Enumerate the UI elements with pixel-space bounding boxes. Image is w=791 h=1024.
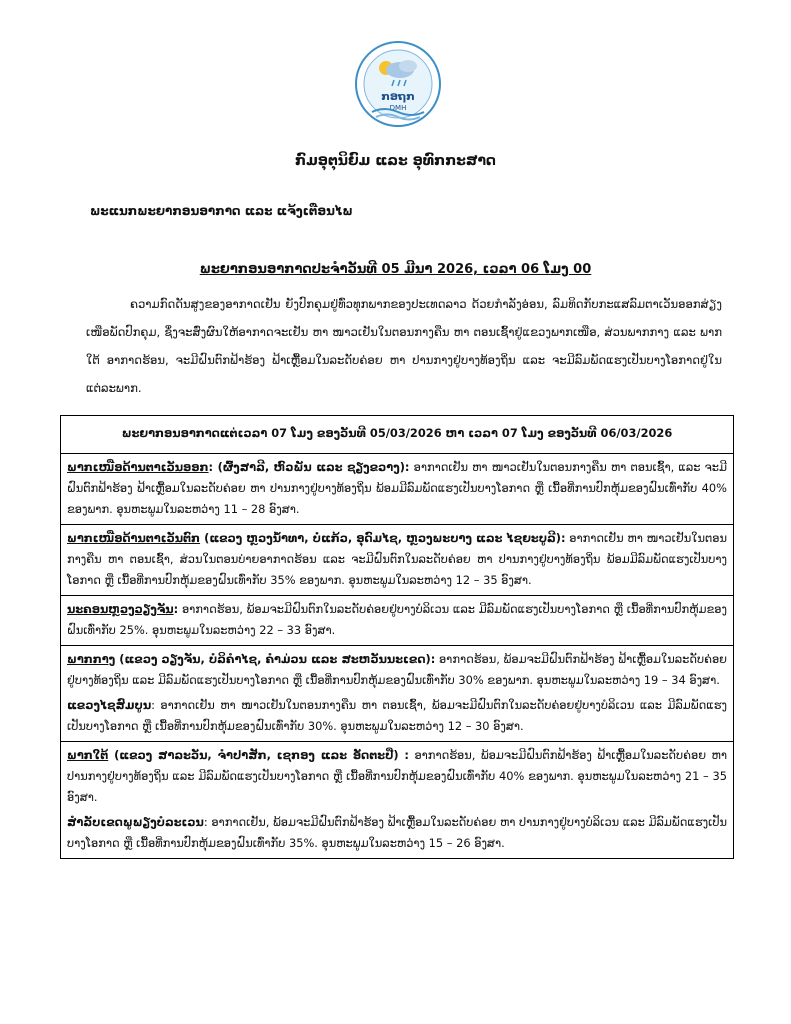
table-header: ພະຍາກອນອາກາດແຕ່ເວລາ 07 ໂມງ ຂອງວັນທີ 05/03/2026 ຫາ ເວລາ 07 ໂມງ ຂອງວັນທີ 06/03/2026 [61, 416, 734, 454]
region-name: ພາກເໜືອດ້ານຕາເວັນອອກ: (ຜົ້ງສາລີ, ຫົວພັນ ແລະ ຊຽງຂວາງ): [67, 460, 410, 474]
subregion-block [67, 812, 727, 854]
table-row [61, 596, 734, 646]
region-name: ພາກເໜືອດ້ານຕາເວັນຕົກ (ແຂວງ ຫຼວງນ້ຳທາ, ບໍ່ແກ້ວ, ອຸດົມໄຊ, ຫຼວງພະບາງ ແລະ ໄຊຍະບູລີ): [67, 531, 566, 545]
table-row [61, 742, 734, 859]
forecast-table [60, 415, 734, 859]
region-cell [61, 525, 734, 596]
region-forecast: ອາກາດຮ້ອນ, ພ້ອມຈະມີຝົນຕົກຟ້າຮ້ອງ ຟ້າເຫຼື້ອມໃນລະດັບຄ່ອຍຢູ່ບາງທ້ອງຖິ່ນ ແລະ ມີລົມພັດແຮງເປັນບາງໂອກາດ ຫຼື ເນື້ອທີ່ການປົກຫຸ້ມຂອງຝົນເທົ່າກັບ 30% ຂອງພາກ. ອຸນຫະພູມໃນລະຫວ່າງ 19 – 34 ອົງສາ. [67, 652, 727, 687]
dmh-logo [354, 40, 442, 128]
division-name: ພະແນກພະຍາກອນອາກາດ ແລະ ແຈ້ງເຕືອນໄພ [90, 204, 353, 218]
region-cell [61, 454, 734, 525]
forecast-title: ພະຍາກອນອາກາດປະຈຳວັນທີ 05 ມີນາ 2026, ເວລາ 06 ໂມງ 00 [199, 262, 592, 277]
svg-text:ກອຖກ: ກອຖກ [381, 90, 415, 103]
region-forecast: ອາກາດຮ້ອນ, ພ້ອມຈະມີຝົນຕົກໃນລະດັບຄ່ອຍຢູ່ບາງບໍລິເວນ ແລະ ມີລົມພັດແຮງເປັນບາງໂອກາດ ຫຼື ເນື້ອທີ່ການປົກຫຸ້ມຂອງຝົນເທົ່າກັບ 25%. ອຸນຫະພູມໃນລະຫວ່າງ 22 – 33 ອົງສາ. [67, 602, 727, 637]
subregion-name: ສຳລັບເຂດພູພຽງບໍລະເວນ [67, 815, 204, 829]
table-header-row [61, 416, 734, 454]
region-name: ນະຄອນຫຼວງວຽງຈັນ: [67, 602, 179, 616]
department-title: ກົມອຸຕຸນິຍົມ ແລະ ອຸທົກກະສາດ [295, 153, 496, 169]
subregion-block [67, 695, 727, 737]
subregion-forecast: : ອາກາດເຢັນ, ພ້ອມຈະມີຝົນຕົກຟ້າຮ້ອງ ຟ້າເຫຼື້ອມໃນລະດັບຄ່ອຍ ຫາ ປານກາງຢູ່ບາງບໍລິເວນ ແລະ ມີລົມພັດແຮງເປັນບາງໂອກາດ ຫຼື ເນື້ອທີ່ການປົກຫຸ້ມຂອງຝົນເທົ່າກັບ 35%. ອຸນຫະພູມໃນລະຫວ່າງ 15 – 26 ອົງສາ. [67, 815, 727, 850]
region-cell [61, 646, 734, 742]
region-forecast: ອາກາດເຢັນ ຫາ ໜາວເຢັນໃນຕອນກາງຄືນ ຫາ ຕອນເຊົ້າ, ແລະ ຈະມີຝົນຕົກຟ້າຮ້ອງ ຟ້າເຫຼື້ອມໃນລະດັບຄ່ອຍ ຫາ ປານກາງຢູ່ບາງທ້ອງຖິ່ນ ພ້ອມມີລົມພັດແຮງເປັນບາງໂອກາດ ຫຼື ເນື້ອທີ່ການປົກຫຸ້ມຂອງຝົນເທົ່າກັບ 40% ຂອງພາກ. ອຸນຫະພູມໃນລະຫວ່າງ 11 – 28 ອົງສາ. [67, 460, 727, 516]
region-name: ພາກກາງ (ແຂວງ ວຽງຈັນ, ບໍລິຄຳໄຊ, ຄຳມ່ວນ ແລະ ສະຫວັນນະເຂດ): [67, 652, 436, 666]
svg-text:DMH: DMH [389, 104, 407, 112]
synopsis-paragraph: ຄວາມກົດດັນສູງຂອງອາກາດເຢັນ ຍັງປົກຄຸມຢູ່ທົ່ວທຸກພາກຂອງປະເທດລາວ ດ້ວຍກຳລັງອ່ອນ, ລົມທິດກັບກະແສລົມຕາເວັນອອກສ່ຽງເໜືອພັດປົກຄຸມ, ຊຶ່ງຈະສົ່ງຜົນໃຫ້ອາກາດຈະເຢັນ ຫາ ໜາວເຢັນໃນຕອນກາງຄືນ ຫາ ຕອນເຊົ້າຢູ່ແຂວງພາກເໜືອ, ສ່ວນພາກກາງ ແລະ ພາກໃຕ້ ອາກາດຮ້ອນ, ຈະມີຝົນຕົກຟ້າຮ້ອງ ຟ້າເຫຼື້ອມໃນລະດັບຄ່ອຍ ຫາ ປານກາງຢູ່ບາງທ້ອງຖິ່ນ ແລະ ຈະມີລົມພັດແຮງເປັນບາງໂອກາດຢູ່ໃນແຕ່ລະພາກ. [86, 297, 722, 395]
region-name: ພາກໃຕ້ (ແຂວງ ສາລະວັນ, ຈຳປາສັກ, ເຊກອງ ແລະ ອັດຕະປື) : [67, 748, 409, 762]
region-cell [61, 596, 734, 646]
table-row [61, 454, 734, 525]
subregion-forecast: : ອາກາດເຢັນ ຫາ ໜາວເຢັນໃນຕອນກາງຄືນ ຫາ ຕອນເຊົ້າ, ພ້ອມຈະມີຝົນຕົກໃນລະດັບຄ່ອຍຢູ່ບາງບໍລິເວນ ແລະ ມີລົມພັດແຮງເປັນບາງໂອກາດ ຫຼື ເນື້ອທີ່ການປົກຫຸ້ມຂອງຝົນເທົ່າກັບ 30%. ອຸນຫະພູມໃນລະຫວ່າງ 12 – 30 ອົງສາ. [67, 698, 727, 733]
region-forecast: ອາກາດຮ້ອນ, ພ້ອມຈະມີຝົນຕົກຟ້າຮ້ອງ ຟ້າເຫຼື້ອມໃນລະດັບຄ່ອຍ ຫາ ປານກາງຢູ່ບາງທ້ອງຖິ່ນ ແລະ ມີລົມພັດແຮງເປັນບາງໂອກາດ ຫຼື ເນື້ອທີ່ການປົກຫຸ້ມຂອງຝົນເທົ່າກັບ 40% ຂອງພາກ. ອຸນຫະພູມໃນລະຫວ່າງ 21 – 35 ອົງສາ. [67, 748, 727, 804]
table-row [61, 646, 734, 742]
table-row [61, 525, 734, 596]
region-cell [61, 742, 734, 859]
subregion-name: ແຂວງໄຊສົມບູນ [67, 698, 152, 712]
region-forecast: ອາກາດເຢັນ ຫາ ໜາວເຢັນໃນຕອນກາງຄືນ ຫາ ຕອນເຊົ້າ, ສ່ວນໃນຕອນບ່າຍອາກາດຮ້ອນ ແລະ ຈະມີຝົນຕົກໃນລະດັບຄ່ອຍ ຫາ ປານກາງຢູ່ບາງທ້ອງຖິ່ນ ພ້ອມມີລົມພັດແຮງເປັນບາງໂອກາດ ຫຼື ເນື້ອທີ່ການປົກຫຸ້ມຂອງຝົນເທົ່າກັບ 35% ຂອງພາກ. ອຸນຫະພູມໃນລະຫວ່າງ 12 – 35 ອົງສາ. [67, 531, 727, 587]
